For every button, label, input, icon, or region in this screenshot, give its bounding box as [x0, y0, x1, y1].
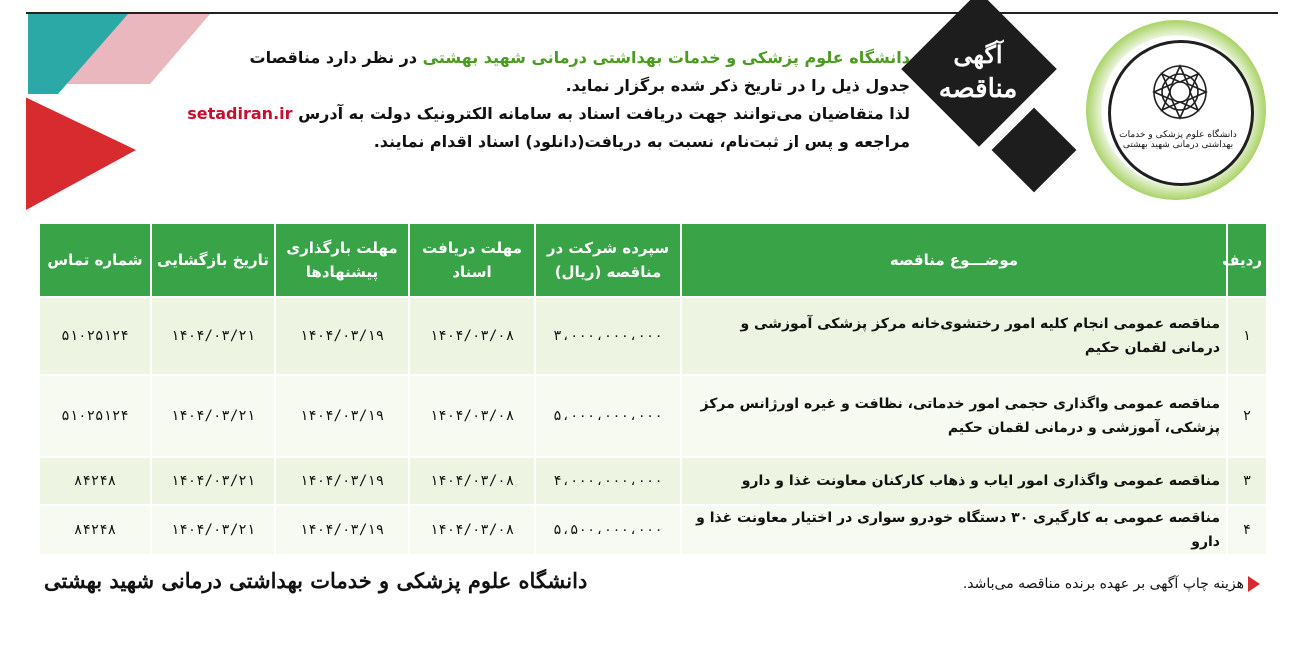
- row-phone: ۵۱۰۲۵۱۲۴: [39, 297, 151, 375]
- footer-note-text: هزینه چاپ آگهی بر عهده برنده مناقصه می‌باشد.: [962, 576, 1244, 592]
- row-deposit: ۵،۰۰۰،۰۰۰،۰۰۰: [535, 375, 681, 457]
- table-row: [39, 457, 1267, 505]
- ad-title: [918, 38, 1038, 106]
- intro-university-name: دانشگاه علوم پزشکی و خدمات بهداشتی درمانی شهید بهشتی: [422, 48, 910, 67]
- table-row: [39, 297, 1267, 375]
- intro-line1: [140, 44, 910, 72]
- row-upload-deadline: ۱۴۰۴/۰۳/۱۹: [275, 297, 409, 375]
- row-upload-deadline: ۱۴۰۴/۰۳/۱۹: [275, 505, 409, 555]
- intro-line4: مراجعه و پس از ثبت‌نام، نسبت به دریافت(دانلود) اسناد اقدام نمایند.: [373, 132, 910, 151]
- red-arrow-icon: [1248, 576, 1260, 592]
- row-no: ۲: [1227, 375, 1267, 457]
- header-subject: موضـــوع مناقصه: [681, 223, 1227, 297]
- ad-title-line1: آگهی: [953, 40, 1003, 69]
- row-doc-deadline: ۱۴۰۴/۰۳/۰۸: [409, 505, 535, 555]
- row-doc-deadline: ۱۴۰۴/۰۳/۰۸: [409, 457, 535, 505]
- header-phone: شماره تماس: [39, 223, 151, 297]
- header-deposit: سپرده شرکت در مناقصه (ریال): [535, 223, 681, 297]
- row-phone: ۵۱۰۲۵۱۲۴: [39, 375, 151, 457]
- tender-table: [38, 222, 1268, 556]
- ad-title-line2: مناقصه: [938, 74, 1018, 104]
- intro-line3-text: لذا متقاضیان می‌توانند جهت دریافت اسناد به سامانه الکترونیک دولت به آدرس: [292, 104, 910, 123]
- row-subject: مناقصه عمومی واگذاری امور ایاب و ذهاب کارکنان معاونت غذا و دارو: [681, 457, 1227, 505]
- intro-paragraph: [140, 44, 910, 156]
- intro-line3: [140, 100, 910, 128]
- row-opening-date: ۱۴۰۴/۰۳/۲۱: [151, 457, 275, 505]
- flower-emblem-icon: [1150, 62, 1210, 122]
- row-deposit: ۳،۰۰۰،۰۰۰،۰۰۰: [535, 297, 681, 375]
- row-phone: ۸۴۲۴۸: [39, 457, 151, 505]
- intro-line2: جدول ذیل را در تاریخ ذکر شده برگزار نماید.: [565, 76, 910, 95]
- header-opening-date: تاریخ بازگشایی: [151, 223, 275, 297]
- row-upload-deadline: ۱۴۰۴/۰۳/۱۹: [275, 375, 409, 457]
- row-opening-date: ۱۴۰۴/۰۳/۲۱: [151, 505, 275, 555]
- row-opening-date: ۱۴۰۴/۰۳/۲۱: [151, 375, 275, 457]
- header-doc-deadline: مهلت دریافت اسناد: [409, 223, 535, 297]
- row-no: ۴: [1227, 505, 1267, 555]
- table-row: [39, 375, 1267, 457]
- header-row-no: ردیف: [1227, 223, 1267, 297]
- header-upload-deadline: مهلت بارگذاری پیشنهادها: [275, 223, 409, 297]
- row-subject: مناقصه عمومی انجام کلیه امور رختشوی‌خانه مرکز پزشکی آموزشی و درمانی لقمان حکیم: [681, 297, 1227, 375]
- row-deposit: ۴،۰۰۰،۰۰۰،۰۰۰: [535, 457, 681, 505]
- setadiran-link[interactable]: setadiran.ir: [187, 104, 293, 123]
- intro-line1-rest: در نظر دارد مناقصات: [249, 48, 423, 67]
- row-upload-deadline: ۱۴۰۴/۰۳/۱۹: [275, 457, 409, 505]
- footer-note: [963, 576, 1260, 592]
- row-doc-deadline: ۱۴۰۴/۰۳/۰۸: [409, 297, 535, 375]
- row-no: ۳: [1227, 457, 1267, 505]
- footer-university-name: دانشگاه علوم پزشکی و خدمات بهداشتی درمانی شهید بهشتی: [44, 568, 588, 593]
- row-doc-deadline: ۱۴۰۴/۰۳/۰۸: [409, 375, 535, 457]
- row-subject: مناقصه عمومی واگذاری حجمی امور خدماتی، نظافت و غیره اورژانس مرکز پزشکی، آموزشی و درمانی لقمان حکیم: [681, 375, 1227, 457]
- table-header-row: [39, 223, 1267, 297]
- row-deposit: ۵،۵۰۰،۰۰۰،۰۰۰: [535, 505, 681, 555]
- row-subject: مناقصه عمومی به کارگیری ۳۰ دستگاه خودرو سواری در اختیار معاونت غذا و دارو: [681, 505, 1227, 555]
- row-opening-date: ۱۴۰۴/۰۳/۲۱: [151, 297, 275, 375]
- table-row: [39, 505, 1267, 555]
- row-no: ۱: [1227, 297, 1267, 375]
- row-phone: ۸۴۲۴۸: [39, 505, 151, 555]
- logo-caption: دانشگاه علوم پزشکی و خدمات بهداشتی درمانی شهید بهشتی: [1119, 130, 1237, 150]
